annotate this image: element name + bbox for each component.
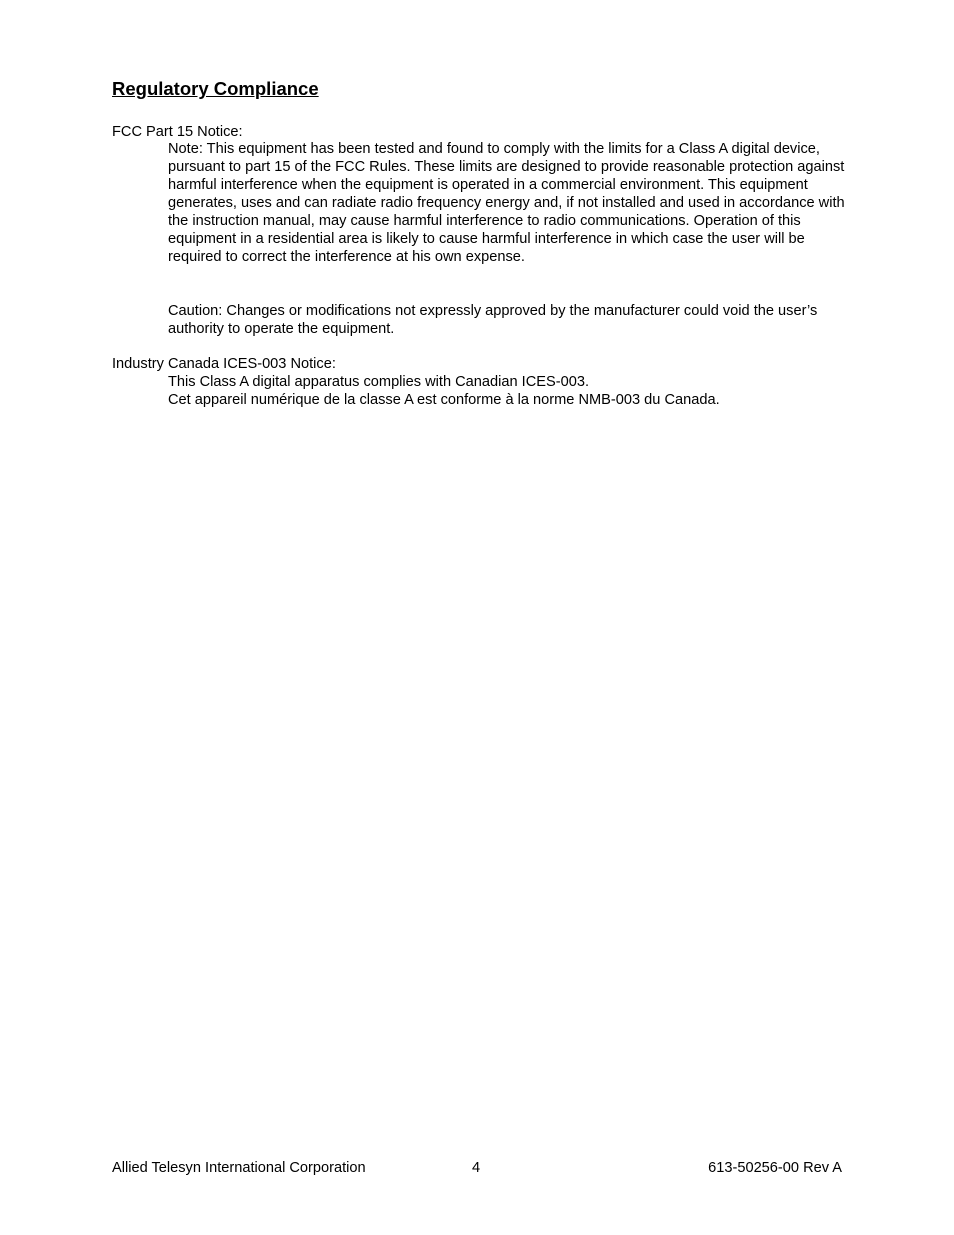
footer-company: Allied Telesyn International Corporation <box>112 1160 366 1176</box>
industry-canada-section-label: Industry Canada ICES-003 Notice: <box>112 356 336 372</box>
fcc-note-paragraph: Note: This equipment has been tested and found to comply with the limits for a Class A digital device, pursuant to part 15 of the FCC Rules. These limits are designed to provide reasonable protection against harmful interference when the equipment is operated in a commercial environment. This equipment generates, uses and can radiate radio frequency energy and, if not installed and used in accordance with the instruction manual, may cause harmful interference to radio communications. Operation of this equipment in a residential area is likely to cause harmful interference in which case the user will be required to correct the interference at his own expense. <box>168 141 845 265</box>
footer-document-number: 613-50256-00 Rev A <box>708 1160 842 1176</box>
industry-canada-english-line: This Class A digital apparatus complies with Canadian ICES-003. <box>168 374 590 390</box>
footer-page-number: 4 <box>472 1160 481 1176</box>
industry-canada-french-line: Cet appareil numérique de la classe A est conforme à la norme NMB-003 du Canada. <box>168 392 720 408</box>
fcc-section-label: FCC Part 15 Notice: <box>112 124 243 140</box>
fcc-caution-paragraph: Caution: Changes or modifications not expressly approved by the manufacturer could void the user’s authority to operate the equipment. <box>168 303 818 337</box>
page-title: Regulatory Compliance <box>112 78 319 99</box>
